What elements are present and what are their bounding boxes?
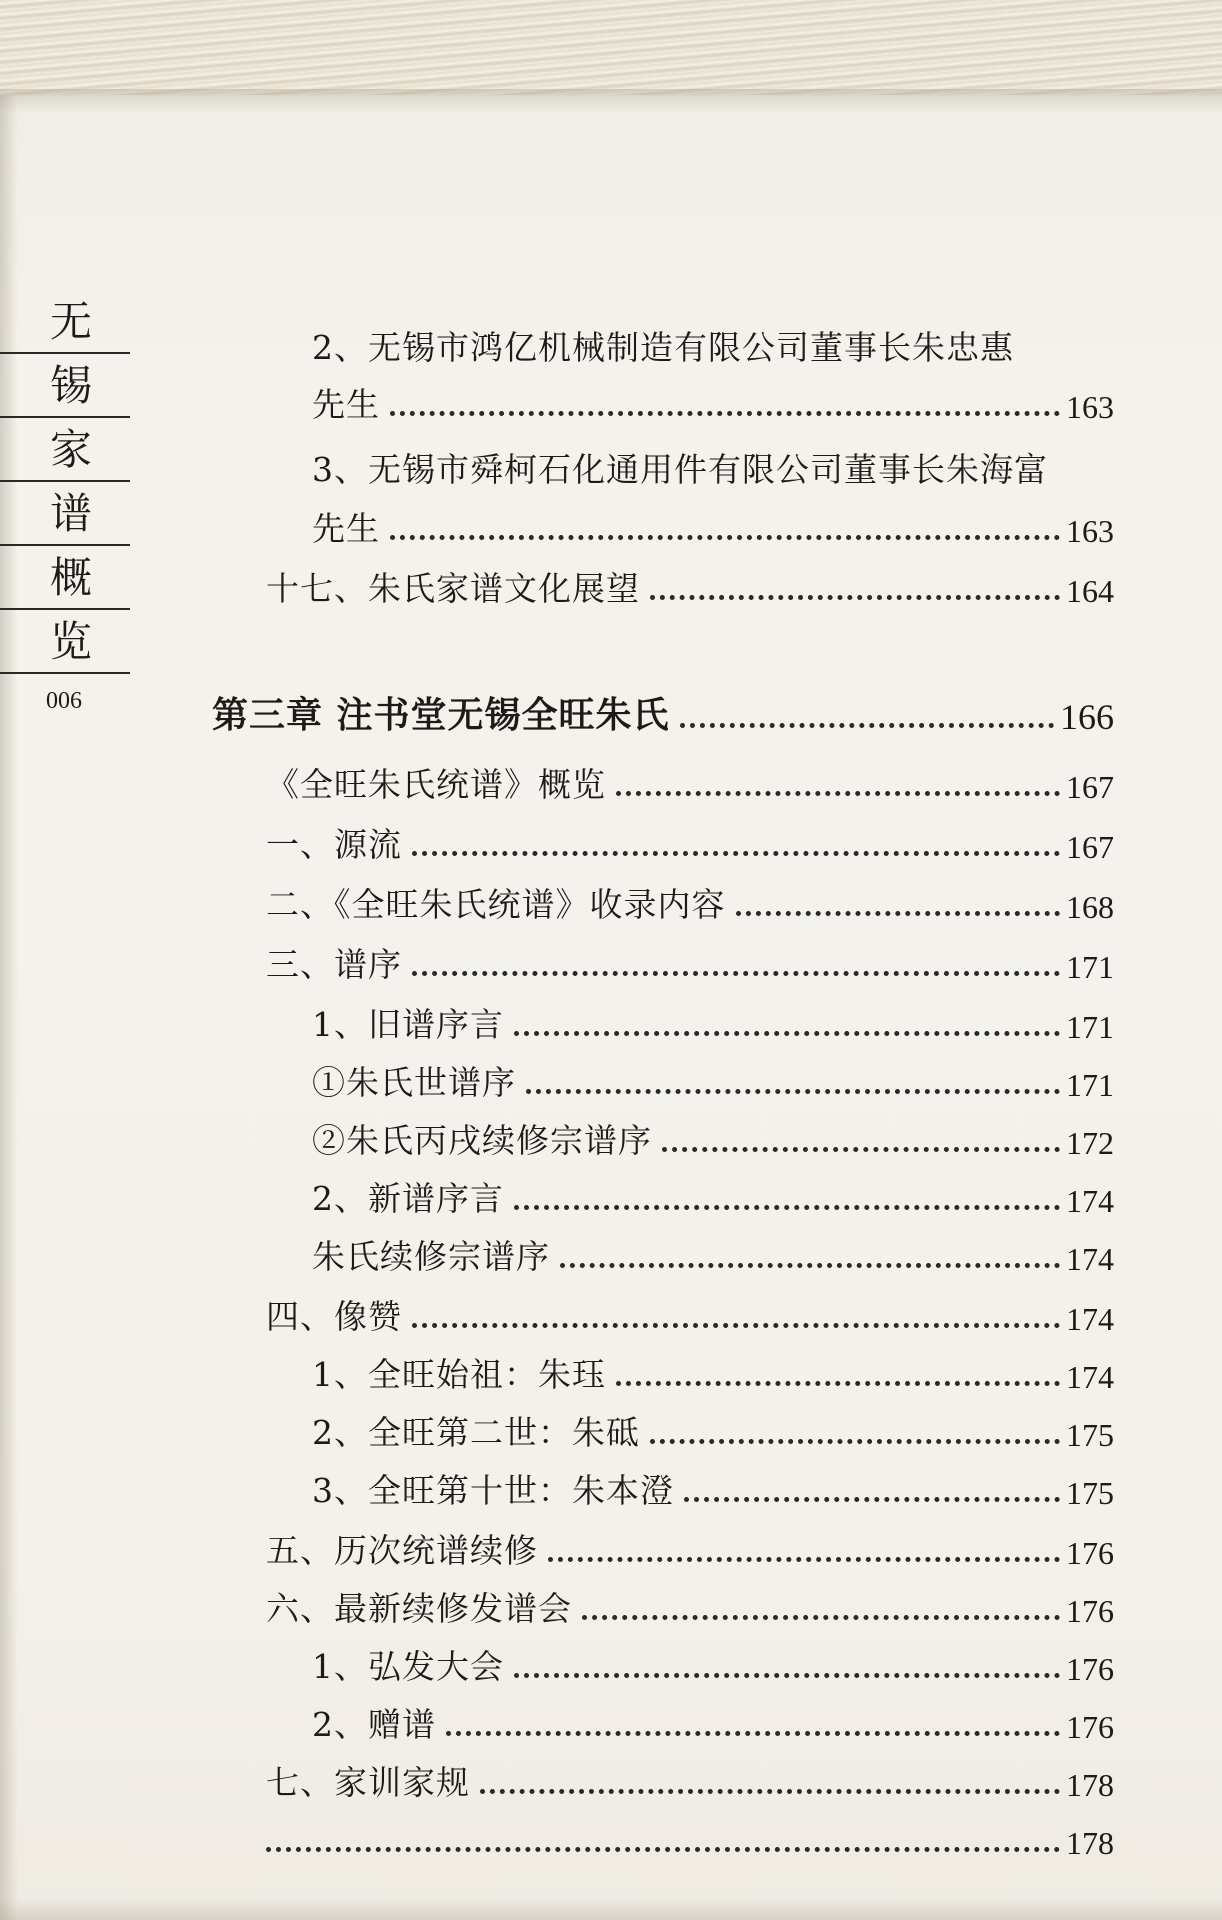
toc-entry-label: 3、全旺第十世：朱本澄 (312, 1471, 674, 1510)
title-char: 家 (0, 418, 130, 482)
dot-leader (650, 1439, 1060, 1444)
dot-leader (736, 911, 1061, 916)
chapter-title: 第三章 注书堂无锡全旺朱氏 (212, 695, 670, 736)
toc-entry-label: 《全旺朱氏统谱》概览 (266, 765, 606, 804)
toc-entry-page: 171 (1066, 1009, 1114, 1045)
dot-leader (412, 1323, 1060, 1328)
page-number: 006 (46, 688, 82, 714)
toc-entry-page: 164 (1066, 573, 1114, 609)
toc-entry (312, 1230, 1114, 1278)
toc-entry (312, 1640, 1114, 1688)
toc-entry-page: 178 (1066, 1767, 1114, 1803)
title-char: 览 (0, 610, 130, 674)
toc-entry (266, 878, 1114, 926)
toc-entry-page: 172 (1066, 1125, 1114, 1161)
toc-entry-page: 166 (1060, 697, 1114, 737)
dot-leader (616, 1381, 1060, 1386)
toc-entry (312, 1464, 1114, 1512)
toc-entry (312, 1348, 1114, 1396)
dot-leader (446, 1731, 1060, 1736)
toc-entry (266, 1582, 1114, 1630)
toc-entry-label: 1、旧谱序言 (312, 1005, 504, 1044)
dot-leader (390, 535, 1060, 540)
toc-entry-label: 2、全旺第二世：朱砥 (312, 1413, 640, 1452)
toc-chapter-heading (212, 690, 1114, 738)
toc-entry (266, 1524, 1114, 1572)
toc-entry-page: 176 (1066, 1709, 1114, 1745)
toc-entry-page: 174 (1066, 1359, 1114, 1395)
toc-entry-page: 175 (1066, 1475, 1114, 1511)
toc-entry-page: 167 (1066, 769, 1114, 805)
toc-entry-label: 七、家训家规 (266, 1763, 470, 1802)
toc-entry (312, 502, 1114, 550)
toc-entry-page: 175 (1066, 1417, 1114, 1453)
toc-entry-page: 171 (1066, 949, 1114, 985)
toc-entry (312, 1114, 1114, 1162)
toc-entry (266, 938, 1114, 986)
toc-entry-label: 先生 (312, 385, 380, 424)
dot-leader (548, 1557, 1060, 1562)
dot-leader (684, 1497, 1060, 1502)
toc-entry (312, 378, 1114, 426)
toc-entry (266, 758, 1114, 806)
toc-entry-label: 四、像赞 (266, 1297, 402, 1336)
toc-entry-label: ②朱氏丙戌续修宗谱序 (312, 1121, 652, 1160)
toc-entry (312, 1172, 1114, 1220)
toc-entry-label: 六、最新续修发谱会 (266, 1589, 572, 1628)
toc-entry-label: 2、新谱序言 (312, 1179, 504, 1218)
dot-leader (480, 1789, 1060, 1794)
toc-entry (312, 1698, 1114, 1746)
dot-leader (514, 1031, 1060, 1036)
toc-entry-label: 先生 (312, 509, 380, 548)
toc-entry-page: 167 (1066, 829, 1114, 865)
toc-entry-page: 163 (1066, 389, 1114, 425)
dot-leader (514, 1205, 1060, 1210)
toc-entry-label: ①朱氏世谱序 (312, 1063, 516, 1102)
toc-entry-page: 168 (1066, 889, 1114, 925)
toc-entry-page: 171 (1066, 1067, 1114, 1103)
toc-entry-line: 3、无锡市舜柯石化通用件有限公司董事长朱海富 (312, 450, 1048, 489)
toc-entry (312, 1406, 1114, 1454)
toc-entry-page: 176 (1066, 1535, 1114, 1571)
toc-entry (266, 1814, 1114, 1862)
title-char: 无 (0, 290, 130, 354)
title-char: 谱 (0, 482, 130, 546)
dot-leader (514, 1673, 1060, 1678)
dot-leader (526, 1089, 1060, 1094)
toc-entry-page: 176 (1066, 1651, 1114, 1687)
toc-entry (312, 998, 1114, 1046)
dot-leader (616, 791, 1060, 796)
toc-entry-page: 174 (1066, 1183, 1114, 1219)
toc-entry (266, 1756, 1114, 1804)
toc-entry (266, 818, 1114, 866)
toc-entry-page: 174 (1066, 1301, 1114, 1337)
toc-entry (266, 1290, 1114, 1338)
page-bottom-edge (0, 1898, 1222, 1920)
dot-leader (412, 971, 1060, 976)
toc-entry-label: 二、《全旺朱氏统谱》收录内容 (266, 885, 726, 924)
dot-leader (560, 1263, 1060, 1268)
toc-entry-page: 176 (1066, 1593, 1114, 1629)
dot-leader (390, 411, 1060, 416)
title-char: 概 (0, 546, 130, 610)
toc-entry-line: 2、无锡市鸿亿机械制造有限公司董事长朱忠惠 (312, 328, 1014, 367)
toc-entry-label: 1、弘发大会 (312, 1647, 504, 1686)
toc-entry-label: 朱氏续修宗谱序 (312, 1237, 550, 1276)
toc-entry-label: 1、全旺始祖：朱珏 (312, 1355, 606, 1394)
toc-entry (312, 1056, 1114, 1104)
dot-leader (680, 723, 1054, 728)
toc-entry-label: 一、源流 (266, 825, 402, 864)
toc-entry-label: 2、赠谱 (312, 1705, 436, 1744)
toc-entry-label: 三、谱序 (266, 945, 402, 984)
dot-leader (650, 595, 1060, 600)
toc-entry-page: 178 (1066, 1825, 1114, 1861)
dot-leader (582, 1615, 1060, 1620)
title-char: 锡 (0, 354, 130, 418)
toc-entry-page: 163 (1066, 513, 1114, 549)
toc-entry-label: 五、历次统谱续修 (266, 1531, 538, 1570)
toc-entry (266, 562, 1114, 610)
dot-leader (662, 1147, 1060, 1152)
toc-entry-label: 十七、朱氏家谱文化展望 (266, 569, 640, 608)
dot-leader (412, 851, 1060, 856)
toc-entry-page: 174 (1066, 1241, 1114, 1277)
dot-leader (266, 1847, 1060, 1852)
